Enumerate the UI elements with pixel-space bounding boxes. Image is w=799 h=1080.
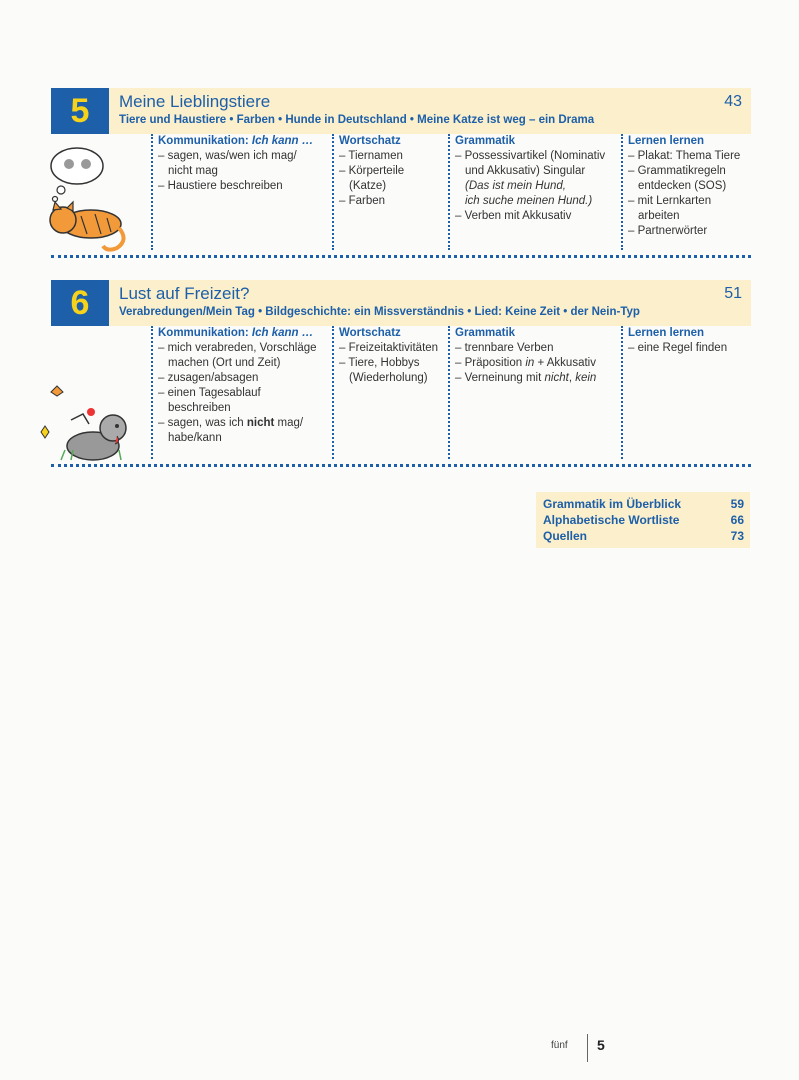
list-item: entdecken (SOS) (638, 180, 727, 192)
unit-page-number: 43 (724, 93, 742, 110)
index-label: Quellen (543, 529, 588, 543)
list-item (158, 416, 328, 431)
list-item: – trennbare Verben (455, 342, 554, 354)
column-heading: Wortschatz (339, 135, 401, 147)
dog-illustration (31, 362, 131, 472)
column-heading: Grammatik (455, 135, 516, 147)
column-heading: Kommunikation: (158, 135, 252, 147)
list-item: – Haustiere beschreiben (158, 180, 283, 192)
column-heading-italic: Ich kann … (251, 327, 314, 339)
list-item: und Akkusativ) Singular (465, 165, 586, 177)
list-item: beschreiben (168, 402, 231, 414)
unit-header (51, 88, 751, 134)
list-item: nicht mag (168, 165, 218, 177)
index-row-wortliste[interactable] (536, 512, 750, 528)
index-label: Alphabetische Wortliste (543, 513, 680, 527)
column-wortschatz (332, 134, 445, 250)
list-item: – Körperteile (339, 165, 405, 177)
unit-number-badge: 5 (51, 88, 109, 134)
footer-page-number: 5 (597, 1037, 605, 1053)
index-page: 66 (730, 513, 744, 527)
list-item: habe/kann (168, 432, 222, 444)
index-page: 73 (730, 529, 744, 543)
column-heading: Grammatik (455, 327, 516, 339)
list-item: – sagen, was/wen ich mag/ (158, 150, 297, 162)
list-item: (Wiederholung) (349, 372, 428, 384)
dotted-divider (51, 464, 751, 467)
list-item: – Plakat: Thema Tiere (628, 150, 741, 162)
index-label: Grammatik im Überblick (543, 497, 682, 511)
column-wortschatz (332, 326, 445, 459)
unit-title: Meine Lieblingstiere (119, 92, 271, 111)
unit-subtitle: Verabredungen/Mein Tag • Bildgeschichte: ein Missverständnis • Lied: Keine Zeit • der Nein-Typ (119, 306, 640, 318)
list-item: – zusagen/absagen (158, 372, 259, 384)
index-row-quellen[interactable] (536, 528, 750, 544)
list-item: machen (Ort und Zeit) (168, 357, 281, 369)
unit-6 (51, 280, 751, 467)
list-item: – Tiere, Hobbys (339, 357, 420, 369)
dotted-divider (51, 255, 751, 258)
list-item: – Verben mit Akkusativ (455, 210, 572, 222)
list-item: (Katze) (349, 180, 387, 192)
unit-number-badge: 6 (51, 280, 109, 326)
list-item: – Freizeitaktivitäten (339, 342, 439, 354)
column-heading: Lernen lernen (628, 135, 705, 147)
list-item: ich suche meinen Hund.) (465, 195, 593, 207)
list-item: – Possessivartikel (Nominativ (455, 150, 606, 162)
list-item: – Partnerwörter (628, 225, 708, 237)
column-kommunikation (151, 134, 328, 250)
unit-5 (51, 88, 751, 258)
column-grammatik (448, 326, 619, 459)
unit-columns (51, 134, 751, 256)
list-item-text: , (568, 372, 576, 384)
list-item: (Das ist mein Hund, (465, 180, 566, 192)
index-page: 59 (730, 497, 744, 511)
list-item: – Grammatikregeln (628, 165, 726, 177)
list-item: – mich verabreden, Vorschläge (158, 342, 317, 354)
column-lernen-lernen (621, 326, 753, 459)
list-item: – Tiernamen (339, 150, 403, 162)
appendix-index (536, 492, 750, 548)
column-heading: Kommunikation: (158, 327, 252, 339)
column-lernen-lernen (621, 134, 753, 250)
list-item: arbeiten (638, 210, 680, 222)
list-item-emphasis: in (525, 357, 535, 369)
list-item-emphasis: nicht (544, 372, 569, 384)
column-grammatik (448, 134, 619, 250)
list-item-text: – sagen, was ich (158, 417, 247, 429)
list-item (455, 356, 619, 371)
list-item-text: – Verneinung mit (455, 372, 545, 384)
unit-header (51, 280, 751, 326)
unit-page-number: 51 (724, 285, 742, 302)
cat-illustration (31, 144, 131, 254)
list-item-emphasis: nicht (246, 417, 275, 429)
index-row-grammatik[interactable] (536, 496, 750, 512)
unit-columns (51, 326, 751, 465)
unit-subtitle: Tiere und Haustiere • Farben • Hunde in Deutschland • Meine Katze ist weg – ein Drama (119, 114, 595, 126)
column-heading: Wortschatz (339, 327, 401, 339)
footer-divider (587, 1034, 588, 1062)
list-item: – Farben (339, 195, 386, 207)
list-item: – eine Regel finden (628, 342, 728, 354)
column-heading: Lernen lernen (628, 327, 705, 339)
list-item-text: – Präposition (455, 357, 526, 369)
list-item-emphasis: kein (575, 372, 597, 384)
unit-title: Lust auf Freizeit? (119, 284, 250, 303)
list-item (455, 371, 619, 386)
list-item-text: mag/ (274, 417, 304, 429)
column-kommunikation (151, 326, 328, 459)
list-item: – mit Lernkarten (628, 195, 712, 207)
footer-page-word: fünf (551, 1040, 568, 1051)
column-heading-italic: Ich kann … (251, 135, 314, 147)
list-item: – einen Tagesablauf (158, 387, 261, 399)
list-item-text: + Akkusativ (534, 357, 596, 369)
